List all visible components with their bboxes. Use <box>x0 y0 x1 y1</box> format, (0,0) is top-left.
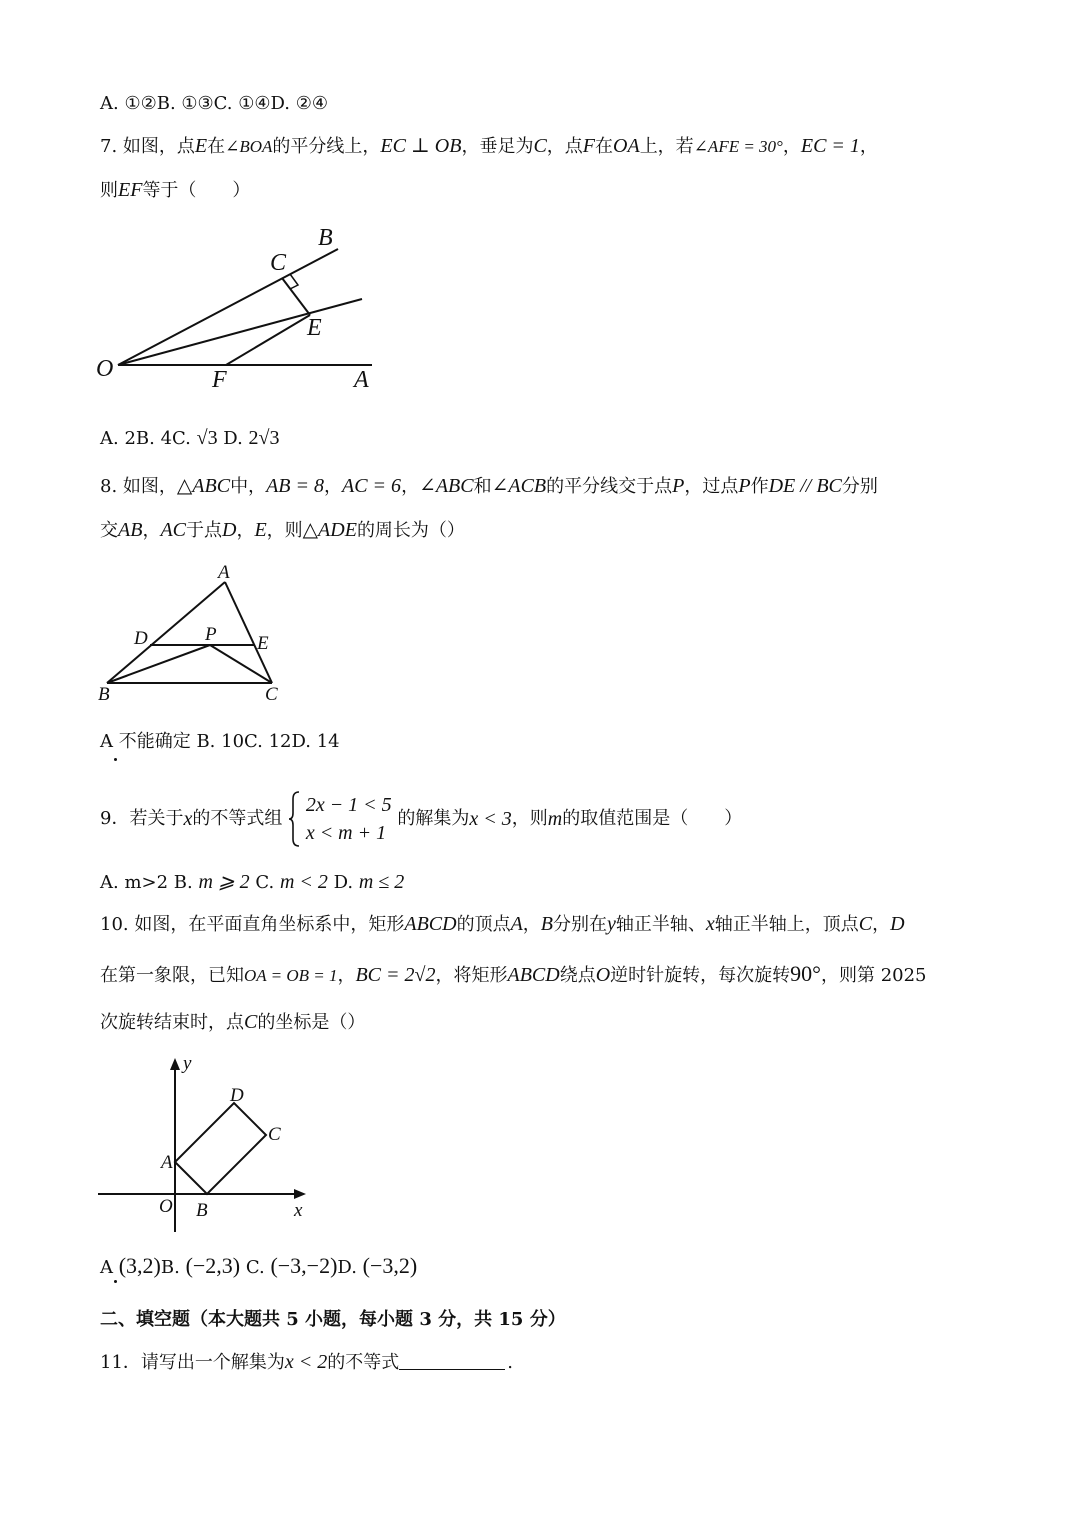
label-O: O <box>159 1196 173 1217</box>
q10-stem-line3: 次旋转结束时，点C的坐标是（） <box>100 1011 366 1033</box>
rectangle-abcd <box>175 1103 266 1194</box>
label-A: A <box>161 1152 173 1173</box>
label-C: C <box>270 250 287 276</box>
stray-dot-2 <box>114 1280 117 1283</box>
label-A: A <box>218 562 230 583</box>
label-B: B <box>196 1200 208 1221</box>
label-O: O <box>96 356 114 382</box>
label-C: C <box>265 684 278 705</box>
label-x: x <box>294 1200 303 1221</box>
label-E: E <box>307 315 322 341</box>
y-axis-arrow <box>170 1058 180 1070</box>
label-P: P <box>205 624 217 645</box>
q8-stem-line2: 交AB，AC于点D，E，则△ADE的周长为（） <box>100 519 465 541</box>
x-axis-arrow <box>294 1189 306 1199</box>
label-F: F <box>212 367 227 393</box>
q11-stem: 11．请写出一个解集为x < 2的不等式 . <box>100 1351 514 1373</box>
section-title: 二、填空题（本大题共 5 小题，每小题 3 分，共 15 分） <box>100 1309 566 1330</box>
q9-stem: 9．若关于x的不等式组 2x − 1 < 5 x < m + 1 的解集为x < 3，则m的取值范围是（ ） <box>100 790 742 850</box>
answer-blank[interactable] <box>399 1351 505 1370</box>
q10-options: A (3,2)B. (−2,3) C. (−3,−2)D. (−3,2) <box>100 1253 418 1278</box>
label-D: D <box>230 1085 244 1106</box>
label-B: B <box>318 225 333 251</box>
label-B: B <box>98 684 110 705</box>
q7-stem-line1: 7. 如图，点E在∠BOA的平分线上，EC ⊥ OB，垂足为C，点F在OA上，若∠AFE = 30°，EC = 1， <box>100 135 878 157</box>
label-A: A <box>354 367 369 393</box>
label-E: E <box>257 633 269 654</box>
q7-options: A. 2B. 4C. √3 D. 2√3 <box>100 427 280 449</box>
q6-options: A. ①②B. ①③C. ①④D. ②④ <box>100 93 329 114</box>
q7-stem-line2: 则EF等于（ ） <box>100 179 251 201</box>
inequality-system: 2x − 1 < 5 x < m + 1 <box>305 794 392 844</box>
label-C: C <box>268 1124 281 1145</box>
q8-options: A 不能确定 B. 10C. 12D. 14 <box>100 731 340 752</box>
label-y: y <box>183 1053 192 1074</box>
q10-stem-line1: 10. 如图，在平面直角坐标系中，矩形ABCD的顶点A，B分别在y轴正半轴、x轴正半轴上，顶点C，D <box>100 913 905 935</box>
q8-stem-line1: 8. 如图，△ABC中，AB = 8，AC = 6，∠ABC和∠ACB的平分线交于点P，过点P作DE // BC分别 <box>100 475 878 497</box>
label-D: D <box>134 628 148 649</box>
q9-options: A. m>2 B. m ⩾ 2 C. m < 2 D. m ≤ 2 <box>100 871 405 893</box>
q10-stem-line2: 在第一象限，已知OA = OB = 1，BC = 2√2，将矩形ABCD绕点O逆时针旋转，每次旋转90°，则第 2025 <box>100 961 927 986</box>
